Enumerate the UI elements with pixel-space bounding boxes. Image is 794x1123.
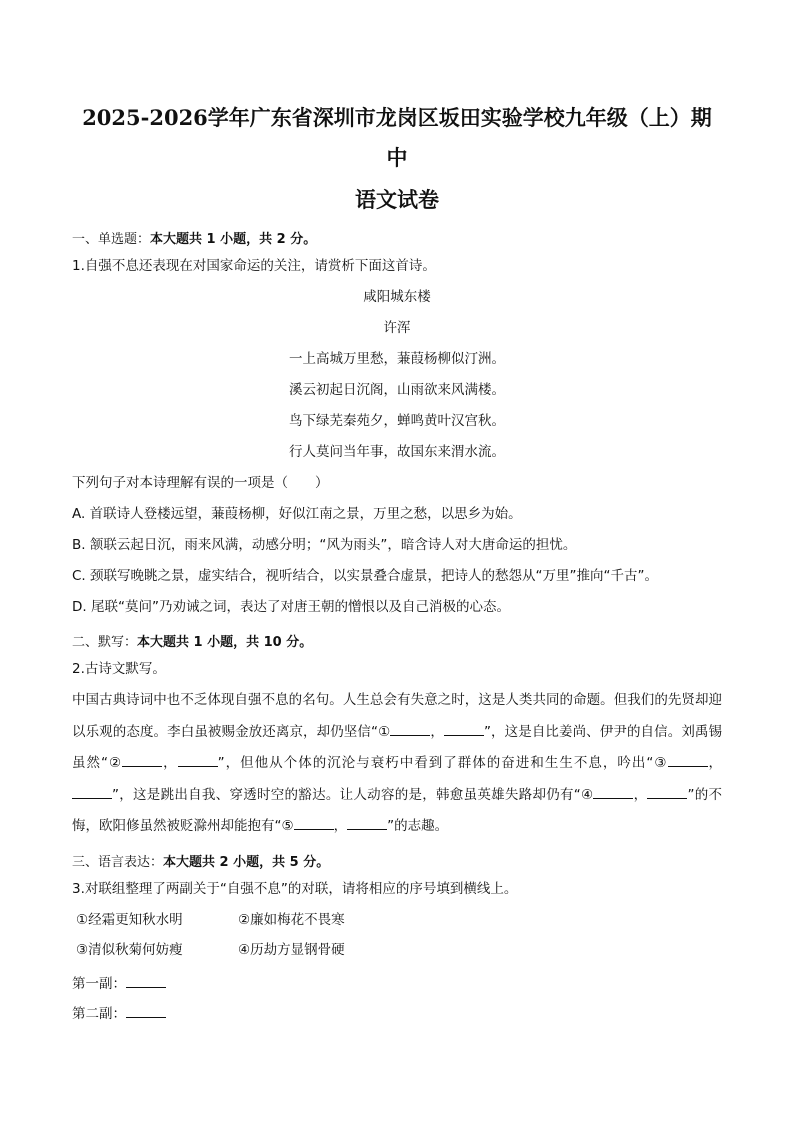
section-desc: 本大题共 2 小题，共 5 分。 xyxy=(163,854,330,870)
fill-blank[interactable] xyxy=(390,721,430,736)
option-b[interactable]: B. 颔联云起日沉，雨来风满，动感分明；“风为雨头”，暗含诗人对大唐命运的担忧。 xyxy=(72,537,577,553)
question-1-stem: 1.自强不息还表现在对国家命运的关注，请赏析下面这首诗。 xyxy=(72,258,436,274)
section-desc: 本大题共 1 小题，共 2 分。 xyxy=(150,232,317,247)
fill-blank[interactable] xyxy=(122,752,162,767)
section-label: 一、单选题： xyxy=(72,232,151,247)
question-2-stem: 2.古诗文默写。 xyxy=(72,661,166,677)
passage-text: ， xyxy=(707,755,723,771)
fill-blank[interactable] xyxy=(647,784,687,799)
poem-title: 咸阳城东楼 xyxy=(363,289,431,305)
section-desc: 本大题共 1 小题，共 10 分。 xyxy=(137,635,313,650)
passage-text: ， xyxy=(333,818,348,834)
passage-text: ”的志趣。 xyxy=(387,818,449,834)
answer-blank[interactable] xyxy=(126,973,166,988)
passage-text: ， xyxy=(162,755,178,771)
question-2-passage xyxy=(72,685,722,843)
section-heading-2 xyxy=(72,633,722,653)
passage-text: ”，这是自比姜尚、伊尹的自信。刘禹锡虽然“② xyxy=(72,723,723,771)
question-1-prompt: 下列句子对本诗理解有误的一项是（ ） xyxy=(72,475,329,491)
answer-line-1 xyxy=(72,969,722,999)
poem-line: 溪云初起日沉阁，山雨欲来风满楼。 xyxy=(289,382,505,398)
fill-blank[interactable] xyxy=(72,784,112,799)
passage-text: ”的不悔，欧阳修虽然被贬滁州却能抱有“⑤ xyxy=(72,786,722,834)
poem-line: 鸟下绿芜秦苑夕，蝉鸣黄叶汉宫秋。 xyxy=(289,413,505,429)
page-title: 2025-2026学年广东省深圳市龙岗区坂田实验学校九年级（上）期中 xyxy=(82,105,712,170)
fill-blank[interactable] xyxy=(178,752,218,767)
fill-blank[interactable] xyxy=(593,784,633,799)
poem-line: 行人莫问当年事，故国东来渭水流。 xyxy=(289,444,505,460)
poem-line: 一上高城万里愁，蒹葭杨柳似汀洲。 xyxy=(289,351,505,367)
couplet-option: ①经霜更知秋水明 xyxy=(76,911,183,928)
option-d[interactable]: D. 尾联“莫问”乃劝诫之词，表达了对唐王朝的憎恨以及自己消极的心态。 xyxy=(72,599,510,615)
poem-author: 许浑 xyxy=(383,320,411,336)
couplet-option: ②廉如梅花不畏寒 xyxy=(238,911,345,928)
couplet-option: ④历劫方显钢骨硬 xyxy=(238,941,345,958)
answer-blank[interactable] xyxy=(126,1003,166,1018)
answer-line-2 xyxy=(72,999,722,1029)
option-a[interactable]: A. 首联诗人登楼远望，蒹葭杨柳，好似江南之景，万里之愁，以思乡为始。 xyxy=(72,506,522,522)
section-heading-3 xyxy=(72,853,722,873)
answer-label: 第二副： xyxy=(72,1005,126,1022)
passage-text: ”，但他从个体的沉沦与衰朽中看到了群体的奋进和生生不息，吟出“③ xyxy=(217,755,668,771)
section-label: 三、语言表达： xyxy=(72,854,164,870)
couplet-options-row xyxy=(76,905,722,935)
question-3-stem: 3.对联组整理了两副关于“自强不息”的对联，请将相应的序号填到横线上。 xyxy=(72,880,518,897)
passage-text: ”，这是跳出自我、穿透时空的豁达。让人动容的是，韩愈虽英雄失路却仍有“④ xyxy=(112,786,594,803)
fill-blank[interactable] xyxy=(668,752,708,767)
passage-text: 中国古典诗词中也不乏体现自强不息的名句。人生总会有失意之时，这是人类共同的命题。但我们的先贤却迎以乐观的态度。李白虽被赐金放还离京，却仍坚信“① xyxy=(72,692,722,740)
fill-blank[interactable] xyxy=(347,815,387,830)
couplet-option: ③清似秋菊何妨瘦 xyxy=(76,941,183,958)
couplet-options-row xyxy=(76,935,722,965)
fill-blank[interactable] xyxy=(294,815,334,830)
page-subtitle: 语文试卷 xyxy=(355,187,439,212)
passage-text: ， xyxy=(430,723,444,740)
answer-label: 第一副： xyxy=(72,975,126,992)
fill-blank[interactable] xyxy=(444,721,484,736)
passage-text: ， xyxy=(633,786,648,803)
option-c[interactable]: C. 颈联写晚眺之景，虚实结合，视听结合，以实景叠合虚景，把诗人的愁怨从“万里”推向“千古”。 xyxy=(72,568,658,584)
section-heading-1 xyxy=(72,230,722,250)
section-label: 二、默写： xyxy=(72,635,138,650)
